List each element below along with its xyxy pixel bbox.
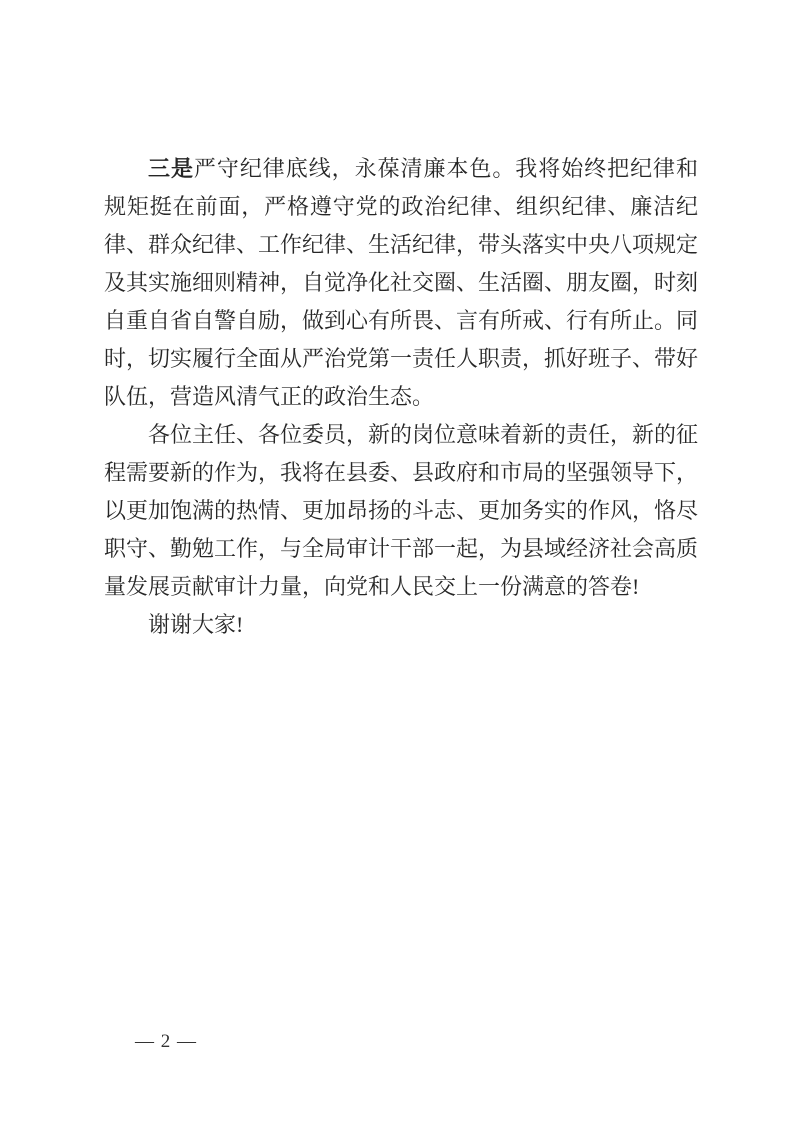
paragraph [104,416,698,606]
paragraph-text: 严守纪律底线，永葆清廉本色。我将始终把纪律和规矩挺在前面，严格遵守党的政治纪律、组织纪律、廉洁纪律、群众纪律、工作纪律、生活纪律，带头落实中央八项规定及其实施细则精神，自觉净化社交圈、生活圈、朋友圈，时刻自重自省自警自励，做到心有所畏、言有所戒、行有所止。同时，切实履行全面从严治党第一责任人职责，抓好班子、带好队伍，营造风清气正的政治生态。 [104,156,699,409]
page-number: — 2 — [135,1031,197,1052]
paragraph-lead: 三是 [148,156,194,181]
document-body [104,150,698,644]
paragraph-text: 各位主任、各位委员，新的岗位意味着新的责任，新的征程需要新的作为，我将在县委、县政府和市局的坚强领导下，以更加饱满的热情、更加昂扬的斗志、更加务实的作风，恪尽职守、勤勉工作，与全局审计干部一起，为县域经济社会高质量发展贡献审计力量，向党和人民交上一份满意的答卷! [104,422,699,599]
paragraph [104,606,698,644]
paragraph [104,150,698,416]
paragraph-text: 谢谢大家! [148,612,244,637]
